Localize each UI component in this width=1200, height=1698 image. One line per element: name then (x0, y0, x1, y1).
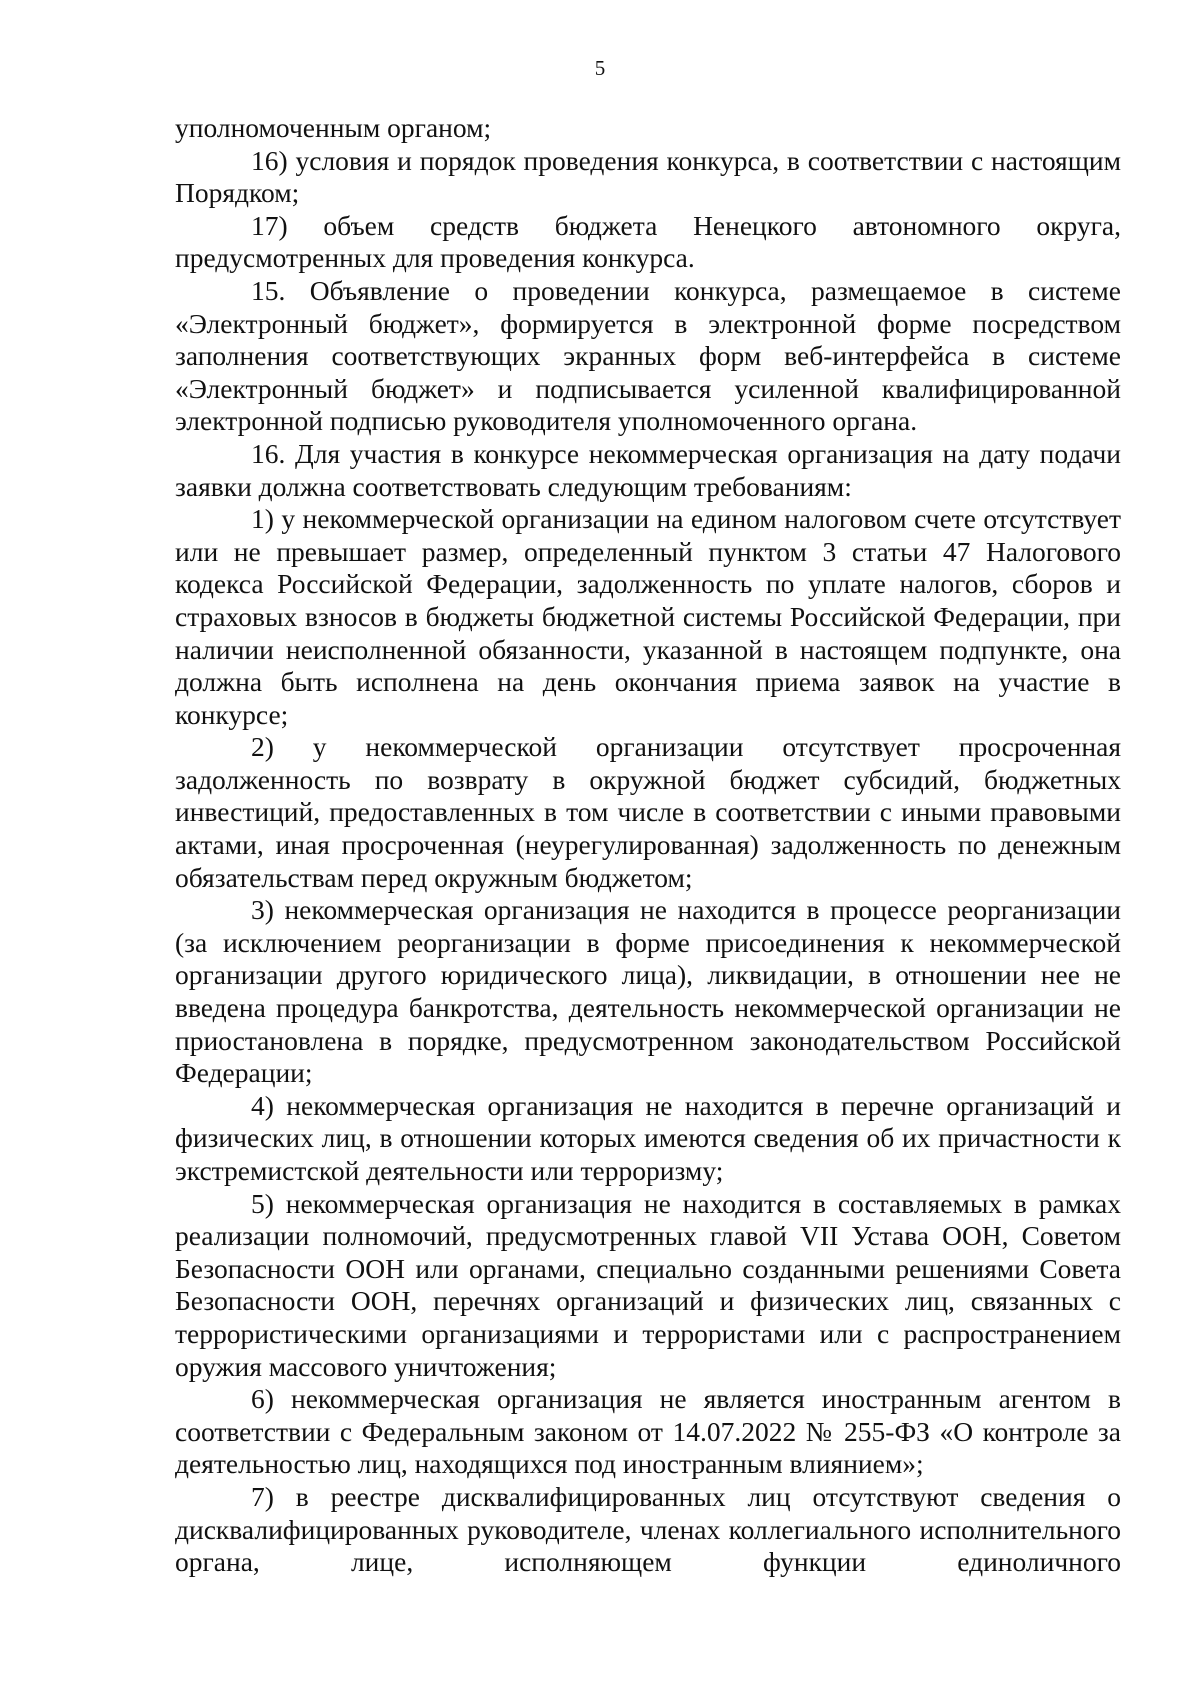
paragraph: 3) некоммерческая организация не находится в процессе реорганизации (за исключением реорганизации в форме присоединения к некоммерческой организации другого юридического лица), ликвидации, в отношении нее не введена процедура банкротства, деятельность некоммерческой организации не приостановлена в порядке, предусмотренном законодательством Российской Федерации; (175, 894, 1121, 1089)
paragraph: 7) в реестре дисквалифицированных лиц отсутствуют сведения о дисквалифицированных руководителе, членах коллегиального исполнительного органа, лице, исполняющем функции единоличного (175, 1480, 1121, 1578)
paragraph: уполномоченным органом; (175, 112, 492, 143)
paragraph: 16. Для участия в конкурсе некоммерческая организация на дату подачи заявки должна соответствовать следующим требованиям: (175, 437, 1121, 502)
paragraph: 2) у некоммерческой организации отсутствует просроченная задолженность по возврату в окружной бюджет субсидий, бюджетных инвестиций, предоставленных в том числе в соответствии с иными правовыми актами, иная просроченная (неурегулированная) задолженность по денежным обязательствам перед окружным бюджетом; (175, 731, 1121, 893)
page-number: 5 (594, 56, 606, 80)
paragraph: 5) некоммерческая организация не находится в составляемых в рамках реализации полномочий, предусмотренных главой VII Устава ООН, Советом Безопасности ООН или органами, специально созданными решениями Совета Безопасности ООН, перечнях организаций и физических лиц, связанных с террористическими организациями и террористами или с распространением оружия массового уничтожения; (175, 1187, 1121, 1382)
paragraph: 4) некоммерческая организация не находится в перечне организаций и физических лиц, в отношении которых имеются сведения об их причастности к экстремистской деятельности или терроризму; (175, 1089, 1121, 1186)
paragraph: 6) некоммерческая организация не является иностранным агентом в соответствии с Федеральным законом от 14.07.2022 № 255-ФЗ «О контроле за деятельностью лиц, находящихся под иностранным влиянием»; (175, 1383, 1121, 1480)
paragraph: 15. Объявление о проведении конкурса, размещаемое в системе «Электронный бюджет», формируется в электронной форме посредством заполнения соответствующих экранных форм веб-интерфейса в системе «Электронный бюджет» и подписывается усиленной квалифицированной электронной подписью руководителя уполномоченного органа. (175, 274, 1121, 437)
paragraph: 1) у некоммерческой организации на едином налоговом счете отсутствует или не превышает размер, определенный пунктом 3 статьи 47 Налогового кодекса Российской Федерации, задолженность по уплате налогов, сборов и страховых взносов в бюджеты бюджетной системы Российской Федерации, при наличии неисполненной обязанности, указанной в настоящем подпункте, она должна быть исполнена на день окончания приема заявок на участие в конкурсе; (175, 503, 1121, 730)
document-body (175, 112, 1121, 1579)
paragraph: 17) объем средств бюджета Ненецкого автономного округа, предусмотренных для проведения конкурса. (175, 209, 1121, 274)
paragraph: 16) условия и порядок проведения конкурса, в соответствии с настоящим Порядком; (175, 144, 1121, 209)
